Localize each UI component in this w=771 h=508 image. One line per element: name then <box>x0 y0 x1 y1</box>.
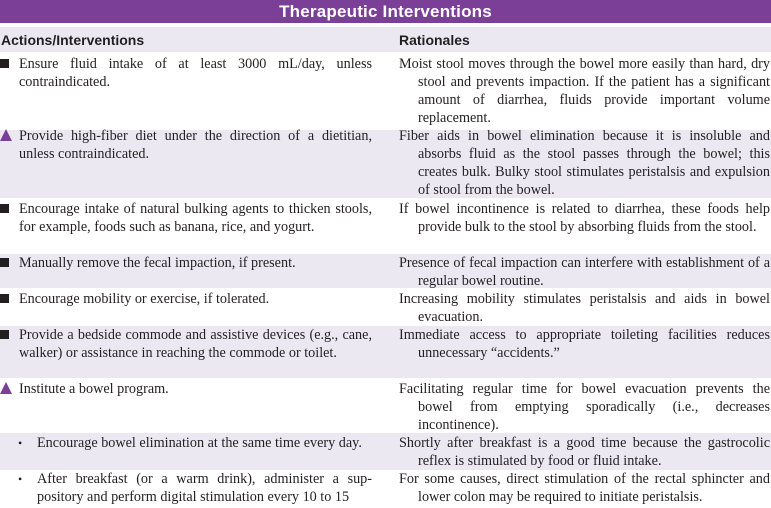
square-bullet-icon <box>0 330 9 339</box>
rationale-text: Presence of fecal impaction can interfere with establishment of a regular bowel routine. <box>399 255 770 289</box>
page-title: Therapeutic Interventions <box>0 0 771 23</box>
action-text: Manually remove the fecal impaction, if present. <box>19 255 296 271</box>
table-row-action <box>0 326 372 362</box>
table-row-rationale <box>399 127 770 199</box>
table-row-action <box>18 470 372 506</box>
table-row-rationale <box>399 380 770 434</box>
rationales-column-header: Rationales <box>399 32 470 48</box>
table-row-action <box>18 434 372 452</box>
rationale-text: Moist stool moves through the bowel more easily than hard, dry stool and prevents impaction. If the patient has a significant amount of diarrhea, fluids provide important volume replacement. <box>399 56 770 126</box>
dot-bullet-icon: • <box>18 472 23 486</box>
square-bullet-icon <box>0 258 9 267</box>
table-row-action <box>0 254 372 272</box>
rationale-text: Increasing mobility stimulates peristalsis and aids in bowel evacuation. <box>399 291 770 325</box>
rationale-text: Immediate access to appropriate toileting facilities reduces unnecessary “accidents.” <box>399 327 770 361</box>
action-text: Ensure fluid intake of at least 3000 mL/day, unless contraindicated. <box>19 56 372 90</box>
rationale-text: For some causes, direct stimulation of the rectal sphincter and lower colon may be required to initiate peristalsis. <box>399 471 770 505</box>
rationale-text: Shortly after breakfast is a good time because the gastrocolic reflex is stimulated by food or fluid intake. <box>399 435 770 469</box>
table-row-rationale <box>399 434 770 470</box>
rationale-text: If bowel incontinence is related to diarrhea, these foods help provide bulk to the stool by absorbing fluids from the stool. <box>399 201 770 235</box>
table-row-rationale <box>399 290 770 326</box>
table-row-rationale <box>399 326 770 362</box>
square-bullet-icon <box>0 59 9 68</box>
table-row-rationale <box>399 254 770 290</box>
table-row-action <box>0 127 372 163</box>
action-text: Encourage intake of natural bulking agents to thicken stools, for example, foods such as banana, rice, and yogurt. <box>19 201 372 235</box>
actions-column-header: Actions/Interventions <box>1 32 145 48</box>
triangle-marker-icon <box>0 129 12 141</box>
square-bullet-icon <box>0 294 9 303</box>
table-row-rationale <box>399 470 770 506</box>
table-row-rationale <box>399 55 770 127</box>
action-text: Encourage mobility or exercise, if tolerated. <box>19 291 270 307</box>
action-text: Institute a bowel program. <box>19 381 169 397</box>
table-row-action <box>0 200 372 236</box>
action-text: Provide a bedside commode and assistive devices (e.g., cane, walker) or assistance in reaching the commode or toilet. <box>19 327 372 361</box>
action-text: After breakfast (or a warm drink), administer a sup-pository and perform digital stimulation every 10 to 15 <box>37 471 372 505</box>
table-row-action <box>0 55 372 91</box>
action-text: Encourage bowel elimination at the same time every day. <box>37 435 362 451</box>
table-row-action <box>0 290 372 308</box>
rationale-text: Facilitating regular time for bowel evacuation prevents the bowel from emptying sporadically (i.e., decreases incontinence). <box>399 381 770 433</box>
dot-bullet-icon: • <box>18 436 23 450</box>
square-bullet-icon <box>0 204 9 213</box>
table-row-action <box>0 380 372 398</box>
rationale-text: Fiber aids in bowel elimination because it is insoluble and absorbs fluid as the stool passes through the bowel; this creates bulk. Bulky stool stimulates peristalsis and expulsion of stool from the bowel. <box>399 128 770 198</box>
triangle-marker-icon <box>0 382 12 394</box>
table-row-rationale <box>399 200 770 236</box>
action-text: Provide high-fiber diet under the direction of a dietitian, unless contraindicated. <box>19 128 372 162</box>
